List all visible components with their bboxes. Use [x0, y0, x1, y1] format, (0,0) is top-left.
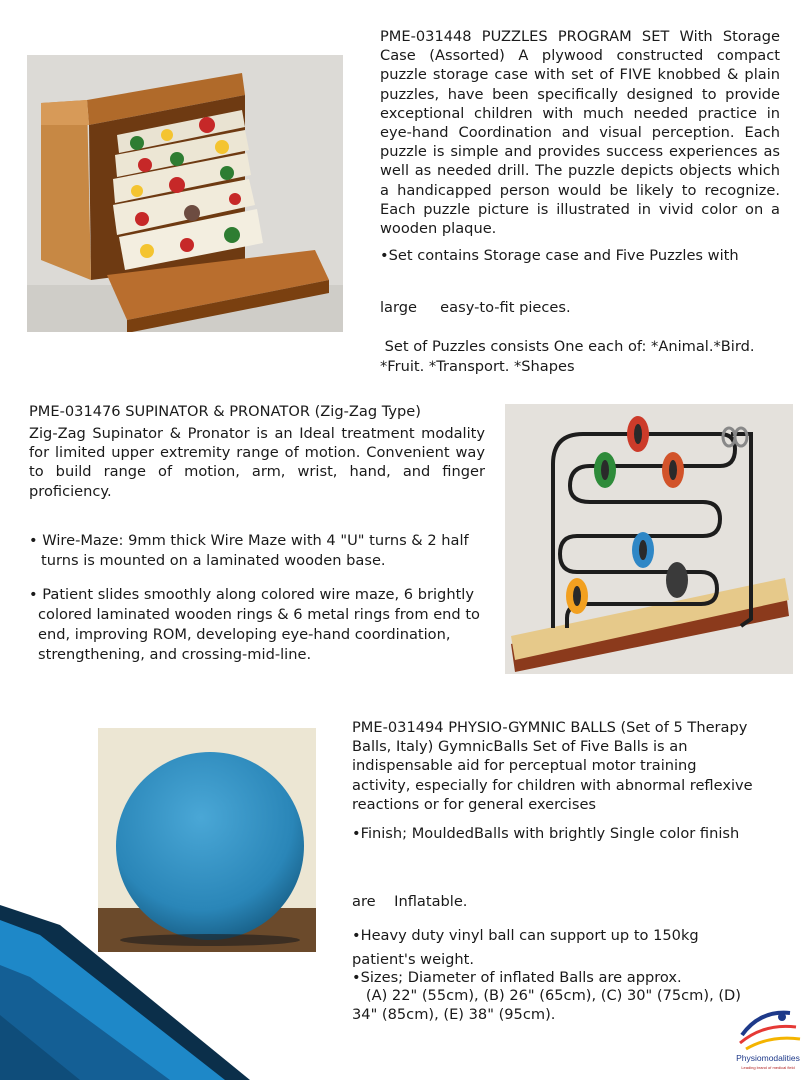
gymnic-balls-sizes-line-3: 34" (85cm), (E) 38" (95cm). [352, 1006, 556, 1023]
puzzle-set-bullet-continuation: large easy-to-fit pieces. [380, 299, 571, 316]
logo-name: Physiomodalities [736, 1053, 800, 1063]
gymnic-balls-heavy-duty-line-1: •Heavy duty vinyl ball can support up to 150kg [352, 927, 699, 944]
logo-figure-icon [730, 1005, 806, 1053]
supinator-bullet-2-line-4: strengthening, and crossing-mid-line. [38, 646, 312, 663]
puzzle-set-description: PME-031448 PUZZLES PROGRAM SET With Storage Case (Assorted) A plywood constructed compact puzzle storage case with set of FIVE knobbed & plain puzzles, have been specifically designed to provide exceptional children with much needed practice in eye-hand Coordination and visual perception. Each puzzle is simple and provides success experiences as well as needed drill. The puzzle depicts objects which a handicapped person would be likely to recognize. Each puzzle picture is illustrated in vivid color on a wooden plaque. [380, 28, 780, 238]
supinator-title: PME-031476 SUPINATOR & PRONATOR (Zig-Zag Type) [29, 403, 421, 420]
zigzag-supinator-photo [505, 404, 793, 674]
gymnic-balls-sizes-line-1: •Sizes; Diameter of inflated Balls are approx. [352, 969, 682, 986]
logo-tagline: Leading brand of medical field [741, 1065, 795, 1070]
supinator-bullet-2-line-2: colored laminated wooden rings & 6 metal rings from end to [38, 606, 480, 623]
corner-decoration [0, 905, 260, 1080]
physiomodalities-logo [730, 1005, 806, 1075]
supinator-bullet-1-line-1: • Wire-Maze: 9mm thick Wire Maze with 4 "U" turns & 2 half [29, 532, 469, 549]
gymnic-balls-description: PME-031494 PHYSIO-GYMNIC BALLS (Set of 5 Therapy Balls, Italy) GymnicBalls Set of Five Balls is an indispensable aid for perceptual motor training activity, especially for children with abnormal reflexive reactions or for general exercises [352, 719, 753, 813]
gymnic-balls-finish: •Finish; MouldedBalls with brightly Single color finish [352, 825, 740, 842]
puzzle-set-photo [27, 55, 343, 332]
gymnic-balls-heavy-duty-line-2: patient's weight. [352, 951, 475, 968]
gymnic-balls-sizes-line-2: (A) 22" (55cm), (B) 26" (65cm), (C) 30" (75cm), (D) [352, 987, 741, 1004]
puzzle-set-contents-line-1: Set of Puzzles consists One each of: *Animal.*Bird. [380, 338, 755, 355]
supinator-bullet-2-line-3: end, improving ROM, developing eye-hand coordination, [38, 626, 451, 643]
supinator-description: Zig-Zag Supinator & Pronator is an Ideal treatment modality for limited upper extremity range of motion. Convenient way to build range of motion, arm, wrist, hand, and finger proficiency. [29, 425, 485, 500]
supinator-bullet-1-line-2: turns is mounted on a laminated wooden base. [41, 552, 386, 569]
puzzle-set-bullet-contents: •Set contains Storage case and Five Puzzles with [380, 247, 739, 264]
gymnic-balls-inflatable: are Inflatable. [352, 893, 468, 910]
supinator-bullet-2-line-1: • Patient slides smoothly along colored wire maze, 6 brightly [29, 586, 474, 603]
puzzle-set-contents-line-2: *Fruit. *Transport. *Shapes [380, 358, 575, 375]
